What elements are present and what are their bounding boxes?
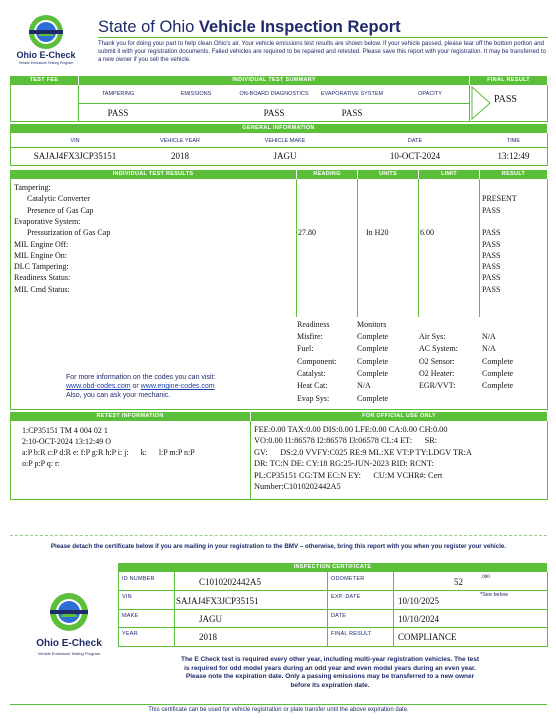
result-row-result: PRESENT [482,194,517,204]
summary-col-value: PASS [107,108,129,118]
codes-info [66,373,215,400]
monitor-name: Misfire: [297,332,323,341]
general-col-header: VIN [70,138,80,144]
result-row-label: Presence of Gas Cap [27,205,94,215]
official-line: PL:CP35151 CG:TM EC:N EY: CU:M VCHR#: Cert [254,470,443,480]
or-text: or [130,383,141,390]
retest-line: 1:CP35151 TM 4 004 02 1 [22,426,108,435]
result-row-limit: 6.00 [420,228,434,238]
summary-col-header: EVAPORATIVE SYSTEM [320,91,384,97]
logo-brand: Ohio E-Check [16,50,76,60]
id-number-label: ID NUMBER [122,576,155,582]
ohio-echeck-logo-icon [10,12,82,52]
tear-line [10,535,547,536]
general-bar: GENERAL INFORMATION [10,124,547,133]
official-line: VO:0.00 I1:86578 I2:86578 I3:06578 CL:4 ET: SR: [254,436,438,446]
summary-col-header: TAMPERING [101,91,135,97]
monitor-name: Catalyst: [297,368,326,378]
divider [357,179,358,317]
monitor-name: Air Sys: [419,332,446,341]
result-row-result: PASS [482,273,501,283]
make-value: JAGU [199,614,223,624]
result-row-label: Catalytic Converter [27,194,90,204]
detach-notice: Please detach the certificate below if you are mailing in your registration to the BMV – otherwise, bring this report with you when you register your vehicle. [50,543,507,550]
arrow-icon [470,85,492,121]
result-row-result: PASS [482,262,501,272]
final-result-value: PASS [494,94,517,105]
official-bar: FOR OFFICIAL USE ONLY [251,412,547,421]
divider [479,179,480,317]
monitor-status: Complete [482,356,514,366]
ask-mechanic-text: Also, you can ask your mechanic. [66,392,171,399]
monitor-status: Complete [357,356,389,366]
retest-line: 2:10-OCT-2024 13:12:49 O [22,437,112,446]
logo-tagline: Vehicle Emissions Testing Program [18,61,74,65]
summary-col-value: PASS [341,108,363,118]
cert-date-value: 10/10/2024 [398,614,440,624]
divider [250,421,251,499]
result-row-label: Pressurization of Gas Cap [27,228,111,238]
year-label: YEAR [122,631,138,637]
codes-info-line: For more information on the codes you can visit: [66,374,216,381]
result-row-label: Tampering: [14,183,51,192]
general-col-header: DATE [407,138,423,144]
final-result-bar: FINAL RESULT [470,76,547,85]
divider [418,179,419,317]
result-row-label: Readiness Status: [14,273,71,283]
result-row-result: PASS [482,205,501,215]
general-col-value: SAJAJ4FX3JCP35151 [33,151,117,161]
odometer-label: ODOMETER [331,576,365,582]
obd-codes-link[interactable]: www.obd-codes.com [66,383,131,390]
id-number-value: C1010202442A5 [199,577,262,587]
units-bar: UNITS [358,170,418,179]
divider [10,147,547,148]
official-line: DR: TC:N DE: CY:18 RG:25-JUN-2023 RID: RCNT: [254,459,434,469]
general-col-value: JAGU [273,151,297,161]
divider [118,609,547,610]
cert-date-label: DATE [331,613,347,619]
result-row-label: MIL Engine Off: [14,239,69,249]
monitor-name: Evap Sys: [297,393,330,403]
cert-logo [30,590,108,660]
general-col-value: 10-OCT-2024 [389,151,441,161]
divider [118,627,547,628]
divider [79,103,469,104]
monitor-status: N/A [482,332,496,341]
monitor-status: Complete [357,332,389,341]
vin-label: VIN [122,594,132,600]
make-label: MAKE [122,613,139,619]
monitor-name: O2 Sensor: [419,356,455,366]
test-fee-bar: TEST FEE [10,76,78,85]
year-value: 2018 [199,632,217,642]
title-rule [98,37,548,38]
summary-col-value: PASS [263,108,285,118]
monitor-status: Complete [482,381,514,391]
result-row-result: PASS [482,284,501,294]
summary-col-header: OPACITY [418,91,442,97]
result-row-result: PASS [482,228,501,238]
divider [118,590,547,591]
result-row-result: PASS [482,250,501,260]
general-col-value: 2018 [171,151,189,161]
title-prefix: State of Ohio [98,18,199,36]
official-line: Number:C1010202442A5 [254,482,341,491]
retest-line: a:P b:R c:P d:R e: f:P g:R h:P i: j: k: l:P m:P n:P [22,448,195,457]
odometer-unit: ,000 [481,575,490,580]
monitor-status: N/A [482,344,496,354]
monitor-name: AC System: [419,344,458,354]
certificate-bar: INSPECTION CERTIFICATE [118,563,547,572]
summary-col-header: ON-BOARD DIAGNOSTICS [239,91,309,97]
test-summary-bar: INDIVIDUAL TEST SUMMARY [79,76,469,85]
result-row-label: Evaporative System: [14,216,81,226]
monitor-name: Component: [297,356,337,366]
monitors-heading: Monitors [357,320,387,329]
monitor-status: Complete [357,344,389,354]
cert-final-value: COMPLIANCE [398,632,457,642]
official-line: GV: DS:2.0 VVFY:C025 RE:9 ML:XE VT:P TY:LDGV TR:A [254,447,472,457]
title-bold: Vehicle Inspection Report [198,18,401,36]
monitor-status: Complete [357,393,389,403]
echeck-notice: The E Check test is required every other year, including multi-year registration vehicles. The test is required for odd model years during an odd year and even model years during an even year. Please note the expiration date. Only a passing emissions may be transferred to a new owner before its expiration date. [180,656,480,689]
exp-date-label: EXP. DATE [331,594,361,600]
footer-rule [10,704,547,705]
page-title [98,18,401,37]
cert-logo-tagline: Vehicle Emissions Testing Program [37,651,101,656]
odometer-value: 52 [454,577,463,587]
general-col-value: 13:12:49 [497,151,530,161]
ohio-echeck-logo-icon [30,590,108,636]
monitor-name: Fuel: [297,344,314,354]
summary-col-header: EMISSIONS [180,91,212,97]
result-row-label: DLC Tampering: [14,262,69,272]
divider [296,179,297,317]
general-col-header: VEHICLE YEAR [160,138,200,144]
top-logo [10,12,82,70]
results-bar: INDIVIDUAL TEST RESULTS [10,170,296,179]
engine-codes-link[interactable]: www.engine-codes.com [140,383,215,390]
see-below-note: *See below [480,592,508,598]
cert-final-label: FINAL RESULT [331,631,372,637]
monitor-status: Complete [482,368,514,378]
footer-note: This certificate can be used for vehicle registration or plate transfer until the above expiration date. [148,707,409,713]
general-col-header: VEHICLE MAKE [264,138,306,144]
limit-bar: LIMIT [419,170,479,179]
result-bar: RESULT [480,170,547,179]
vin-value: SAJAJ4FX3JCP35151 [176,596,259,606]
retest-bar: RETEST INFORMATION [10,412,250,421]
general-col-header: TIME [506,138,521,144]
monitor-name: Heat Cat: [297,381,328,391]
cert-logo-brand: Ohio E-Check [36,638,102,649]
monitor-name: O2 Heater: [419,368,455,378]
result-row-result: PASS [482,239,501,249]
reading-bar: READING [297,170,357,179]
monitor-status: Complete [357,368,389,378]
result-row-reading: 27.80 [298,228,316,238]
intro-text: Thank you for doing your part to help clean Ohio's air. Your vehicle emissions test results are shown below. If your vehicle passed, please tear off the bottom portion and submit it with your registration documents. Failed vehicles are required to be repaired and retested. Please save this report with your registration. It may be transferred to a new owner if you sell the vehicle. [98,41,546,63]
result-row-label: MIL Cmd Status: [14,284,70,294]
readiness-heading: Readiness [297,320,330,329]
result-row-units: In H20 [366,228,389,238]
retest-line: o:P p:P q: r: [22,459,60,468]
monitor-name: EGR/VVT: [419,381,456,391]
result-row-label: MIL Engine On: [14,250,68,260]
exp-date-value: 10/10/2025 [398,596,440,606]
monitor-status: N/A [357,381,371,391]
official-line: FEE:0.00 TAX:0.00 DIS:0.00 LFE:0.00 CA:0.00 CH:0.00 [254,425,448,434]
